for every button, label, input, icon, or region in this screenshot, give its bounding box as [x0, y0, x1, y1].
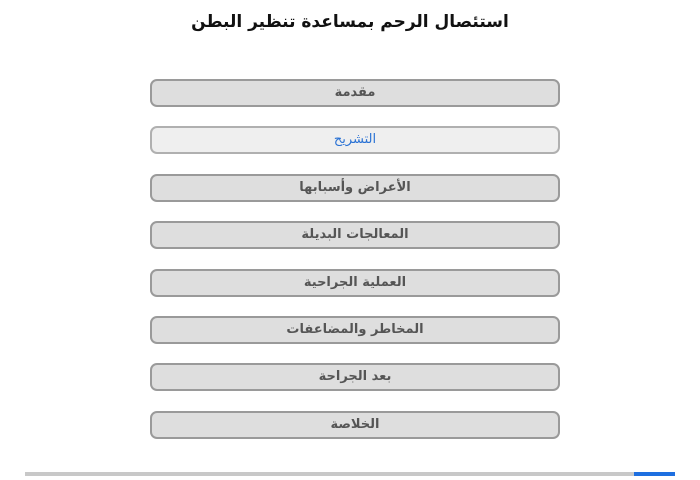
progress-bar	[25, 472, 675, 476]
chapter-menu	[150, 79, 560, 458]
menu-item-introduction[interactable]: مقدمة	[150, 79, 560, 107]
page-title: استئصال الرحم بمساعدة تنظير البطن	[191, 12, 509, 32]
menu-item-surgical-procedure[interactable]: العملية الجراحية	[150, 269, 560, 297]
menu-item-after-surgery[interactable]: بعد الجراحة	[150, 363, 560, 391]
progress-bar-fill	[634, 472, 675, 476]
menu-item-symptoms[interactable]: الأعراض وأسبابها	[150, 174, 560, 202]
menu-item-risks-complications[interactable]: المخاطر والمضاعفات	[150, 316, 560, 344]
menu-item-anatomy[interactable]: التشريح	[150, 126, 560, 154]
menu-item-alternative-treatments[interactable]: المعالجات البديلة	[150, 221, 560, 249]
menu-item-summary[interactable]: الخلاصة	[150, 411, 560, 439]
